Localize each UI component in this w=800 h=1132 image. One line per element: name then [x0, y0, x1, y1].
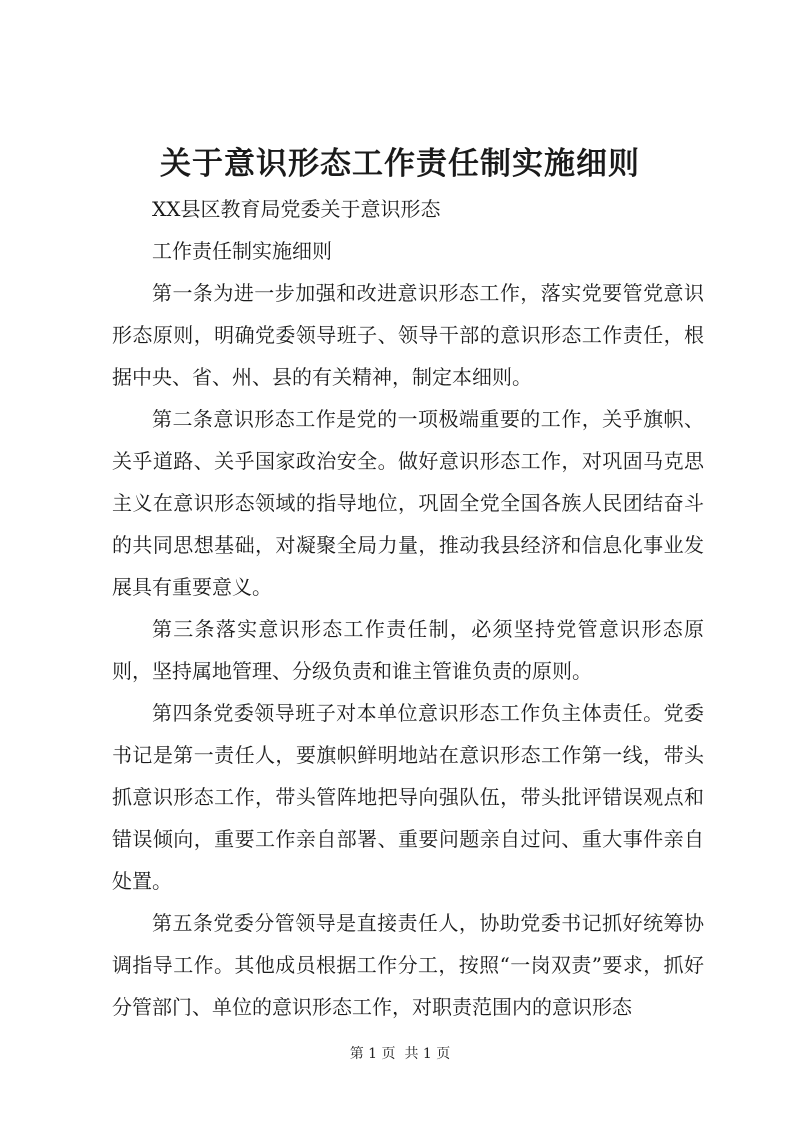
paragraph: 第二条意识形态工作是党的一项极端重要的工作，关乎旗帜、关乎道路、关乎国家政治安全。做好意识形态工作，对巩固马克思主义在意识形态领域的指导地位，巩固全党全国各族人民团结奋斗的共同思想基础，对凝聚全局力量，推动我县经济和信息化事业发展具有重要意义。	[112, 407, 704, 599]
paragraph: 工作责任制实施细则	[152, 239, 332, 263]
paragraph: XX县区教育局党委关于意识形态	[152, 197, 441, 221]
document-title: 关于意识形态工作责任制实施细则	[160, 146, 640, 182]
paragraph: 第五条党委分管领导是直接责任人，协助党委书记抓好统筹协调指导工作。其他成员根据工作分工，按照“一岗双责”要求，抓好分管部门、单位的意识形态工作，对职责范围内的意识形态	[112, 911, 704, 1019]
paragraph: 第三条落实意识形态工作责任制，必须坚持党管意识形态原则，坚持属地管理、分级负责和谁主管谁负责的原则。	[112, 617, 704, 683]
paragraph: 第四条党委领导班子对本单位意识形态工作负主体责任。党委书记是第一责任人，要旗帜鲜明地站在意识形态工作第一线，带头抓意识形态工作，带头管阵地把导向强队伍，带头批评错误观点和错误倾向，重要工作亲自部署、重要问题亲自过问、重大事件亲自处置。	[112, 701, 704, 893]
page-number-footer: 第 1 页 共 1 页	[349, 1046, 451, 1062]
paragraph: 第一条为进一步加强和改进意识形态工作，落实党要管党意识形态原则，明确党委领导班子、领导干部的意识形态工作责任，根据中央、省、州、县的有关精神，制定本细则。	[112, 281, 704, 389]
document-body	[112, 188, 704, 1028]
